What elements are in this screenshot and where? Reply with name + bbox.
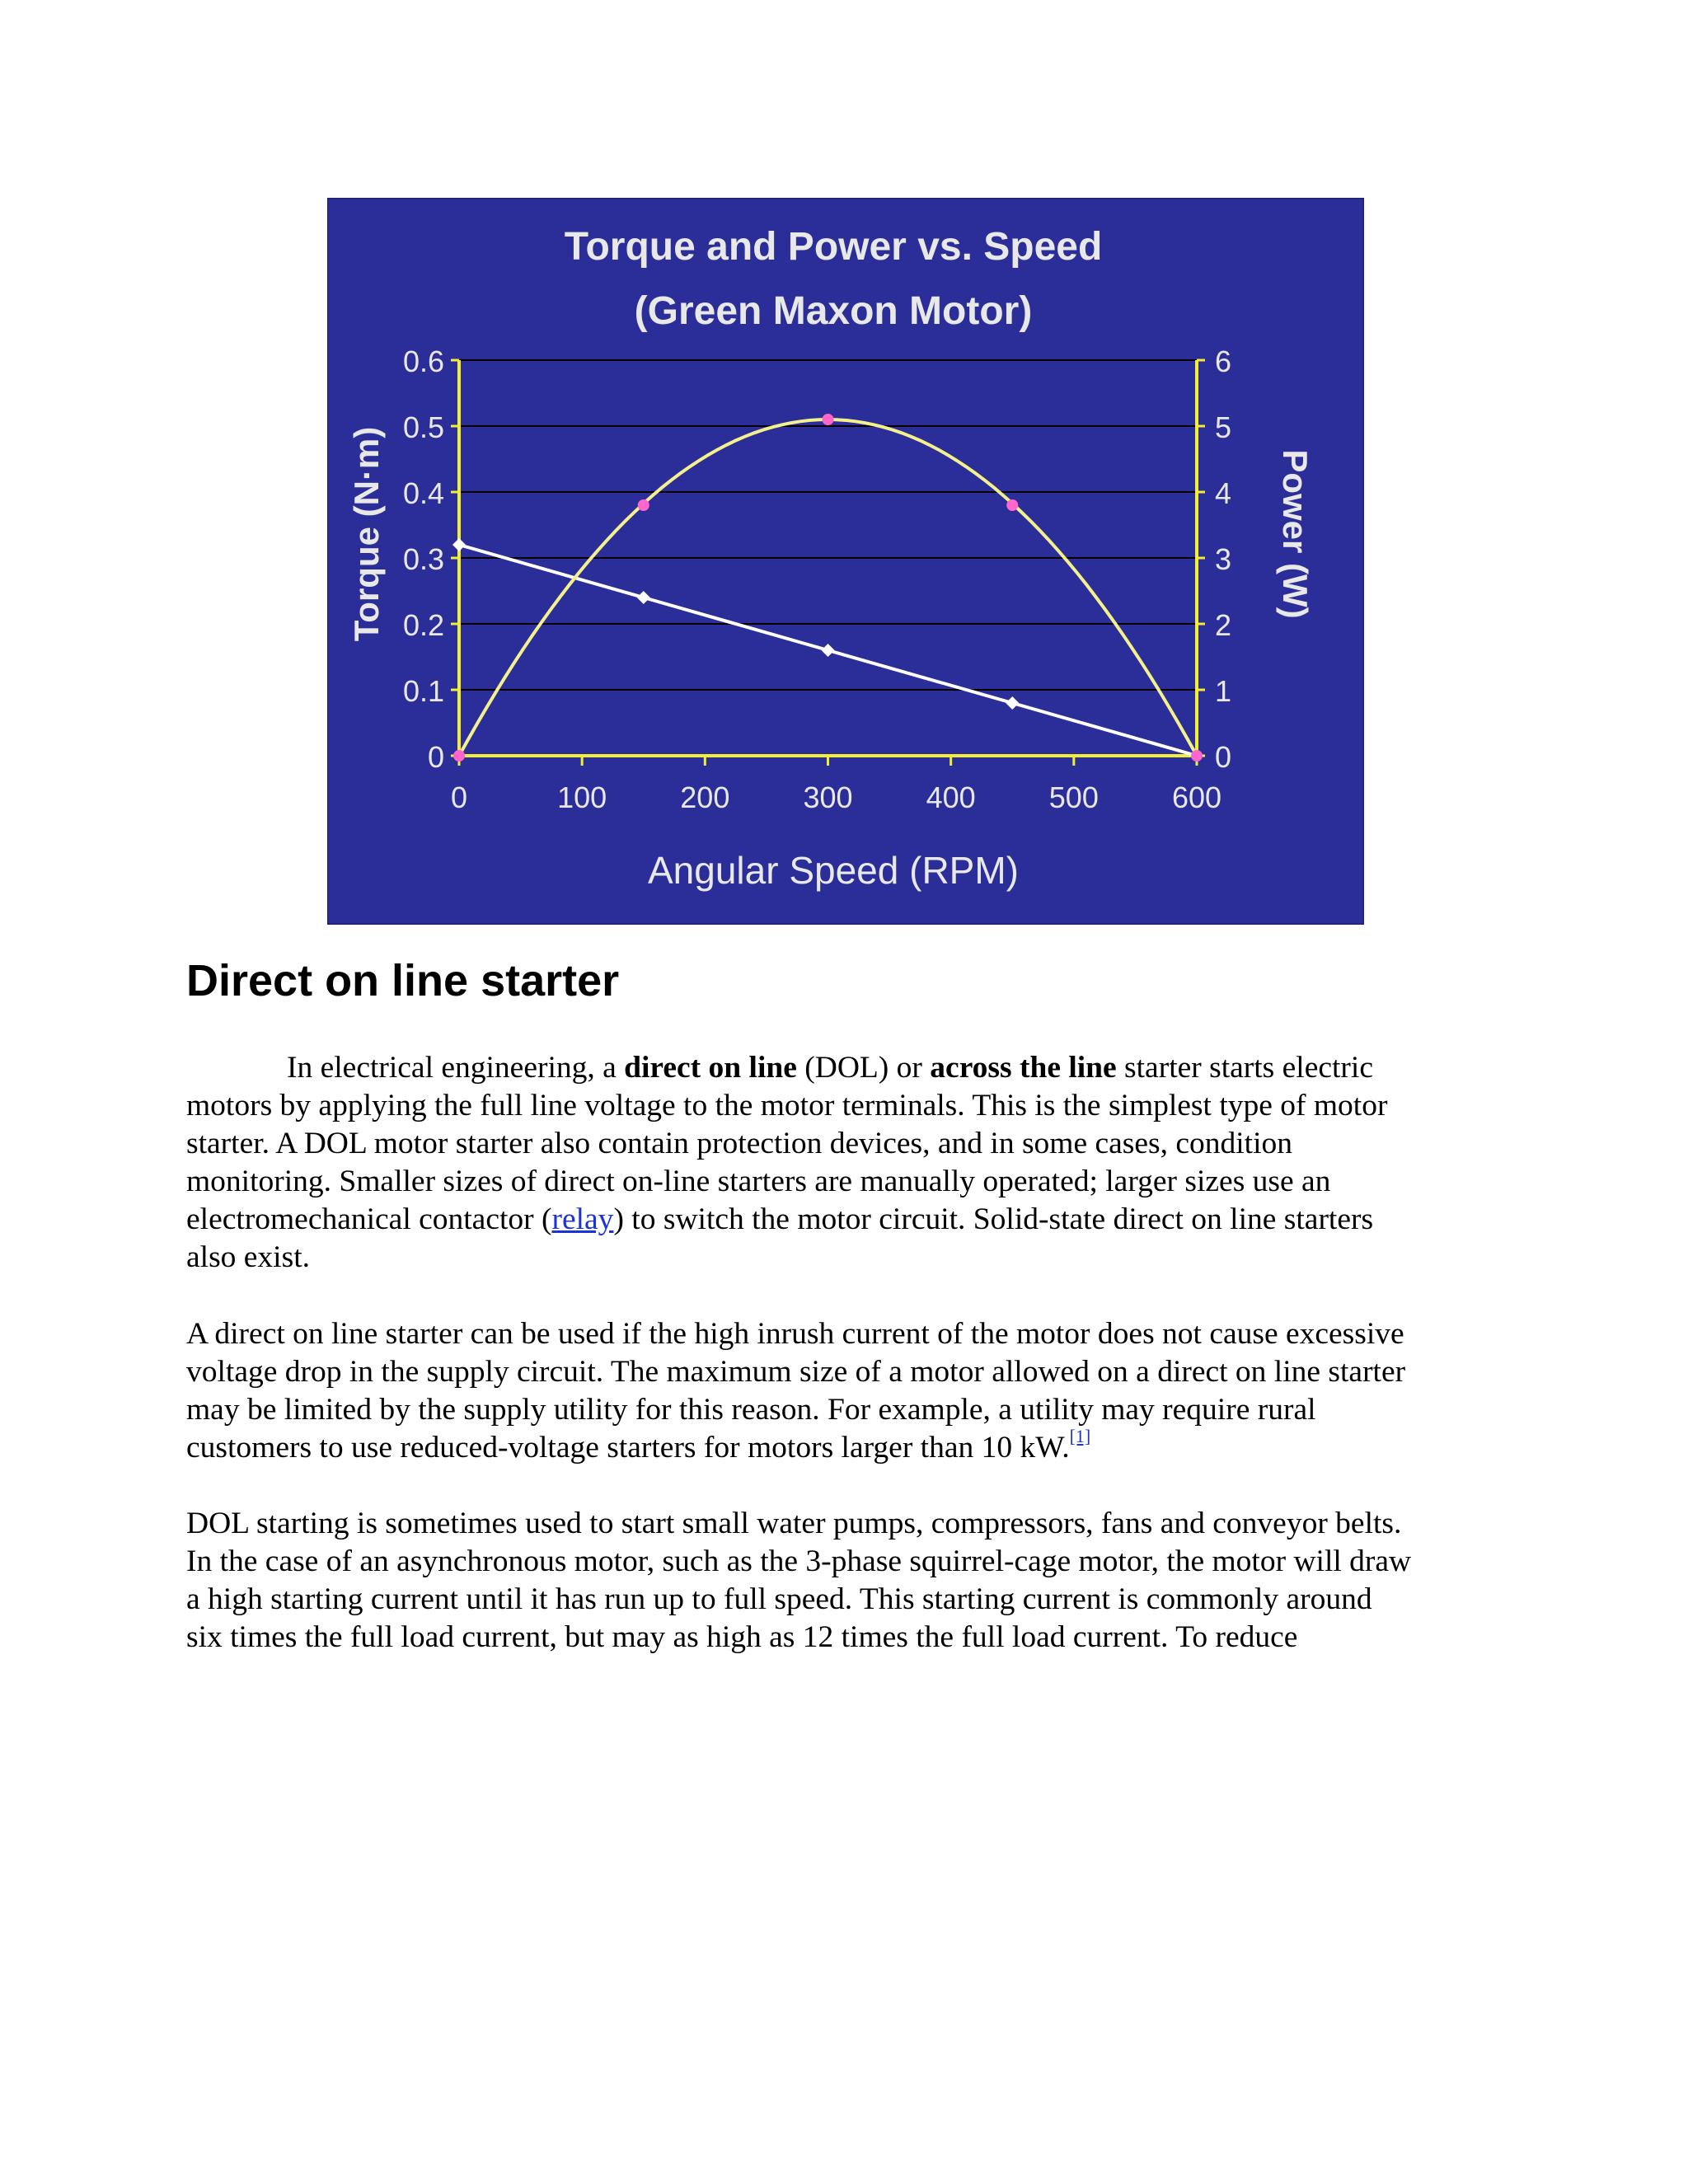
text-run: In electrical engineering, a	[287, 1051, 625, 1085]
paragraph-line	[186, 1049, 1522, 1087]
paragraph-line: DOL starting is sometimes used to start small water pumps, compressors, fans and conveyor belts.	[186, 1507, 1402, 1540]
paragraph-usage	[186, 1315, 1522, 1467]
x-tick-label: 0	[450, 780, 468, 814]
relay-link[interactable]: relay	[551, 1202, 614, 1236]
paragraph-line: starter. A DOL motor starter also contain protection devices, and in some cases, condition	[186, 1127, 1293, 1160]
text-run: (DOL) or	[796, 1051, 931, 1085]
paragraph-line: may be limited by the supply utility for this reason. For example, a utility may require rural	[186, 1393, 1316, 1427]
paragraph-line: monitoring. Smaller sizes of direct on-line starters are manually operated; larger sizes use an	[186, 1165, 1331, 1198]
paragraph-line	[186, 1426, 1522, 1467]
footnote-ref-link[interactable]: [1]	[1069, 1426, 1091, 1446]
x-tick-label: 300	[803, 780, 853, 814]
chart-subtitle: (Green Maxon Motor)	[634, 289, 1033, 333]
paragraph-line: voltage drop in the supply circuit. The maximum size of a motor allowed on a direct on line starter	[186, 1355, 1406, 1389]
y-right-tick-label: 3	[1215, 542, 1232, 576]
paragraph-line: A direct on line starter can be used if the high inrush current of the motor does not cause excessive	[186, 1317, 1404, 1351]
x-tick-label: 200	[680, 780, 730, 814]
y-right-tick-label: 0	[1215, 740, 1232, 774]
paragraph-line: also exist.	[186, 1240, 310, 1274]
paragraph-line	[186, 1201, 1522, 1239]
chart-title: Torque and Power vs. Speed	[564, 225, 1103, 269]
y-axis-left-label: Torque (N·m)	[347, 426, 386, 642]
paragraph-definition	[186, 1049, 1522, 1277]
y-left-tick-label: 0.2	[402, 608, 444, 642]
x-tick-label: 100	[557, 780, 607, 814]
paragraph-applications	[186, 1505, 1522, 1657]
y-left-tick-label: 0.3	[402, 542, 444, 576]
power-point	[638, 499, 649, 511]
y-left-tick-label: 0.6	[402, 344, 444, 378]
text-run: starter starts electric	[1116, 1051, 1373, 1085]
text-run: electromechanical contactor (	[186, 1202, 552, 1236]
y-axis-right-label: Power (W)	[1276, 449, 1315, 619]
y-right-tick-label: 6	[1215, 344, 1232, 378]
power-point	[1006, 499, 1018, 511]
y-left-tick-label: 0.1	[402, 674, 444, 708]
y-left-tick-label: 0.4	[402, 476, 444, 510]
x-tick-label: 500	[1048, 780, 1099, 814]
bold-term-across-the-line: across the line	[930, 1051, 1117, 1085]
y-left-tick-label: 0	[427, 740, 444, 774]
text-run: customers to use reduced-voltage starters for motors larger than 10 kW.	[186, 1431, 1070, 1465]
text-run: ) to switch the motor circuit. Solid-state direct on line starters	[613, 1202, 1374, 1236]
y-right-tick-label: 5	[1215, 410, 1232, 444]
section-heading: Direct on line starter	[186, 956, 620, 1005]
y-right-tick-label: 4	[1215, 476, 1232, 510]
paragraph-line: six times the full load current, but may as high as 12 times the full load current. To reduce	[186, 1620, 1298, 1654]
paragraph-line: a high starting current until it has run up to full speed. This starting current is commonly around	[186, 1582, 1372, 1616]
power-point	[453, 750, 465, 762]
x-axis-label: Angular Speed (RPM)	[648, 849, 1019, 892]
y-left-tick-label: 0.5	[402, 410, 444, 444]
y-right-tick-label: 2	[1215, 608, 1232, 642]
x-tick-label: 600	[1171, 780, 1222, 814]
torque-power-chart	[327, 198, 1364, 925]
x-tick-label: 400	[926, 780, 976, 814]
paragraph-line: In the case of an asynchronous motor, such as the 3-phase squirrel-cage motor, the motor will draw	[186, 1544, 1412, 1578]
power-point	[823, 414, 834, 425]
power-point	[1191, 750, 1203, 762]
y-right-tick-label: 1	[1215, 674, 1232, 708]
paragraph-line: motors by applying the full line voltage to the motor terminals. This is the simplest type of motor	[186, 1089, 1388, 1122]
bold-term-direct-on-line: direct on line	[624, 1051, 797, 1085]
